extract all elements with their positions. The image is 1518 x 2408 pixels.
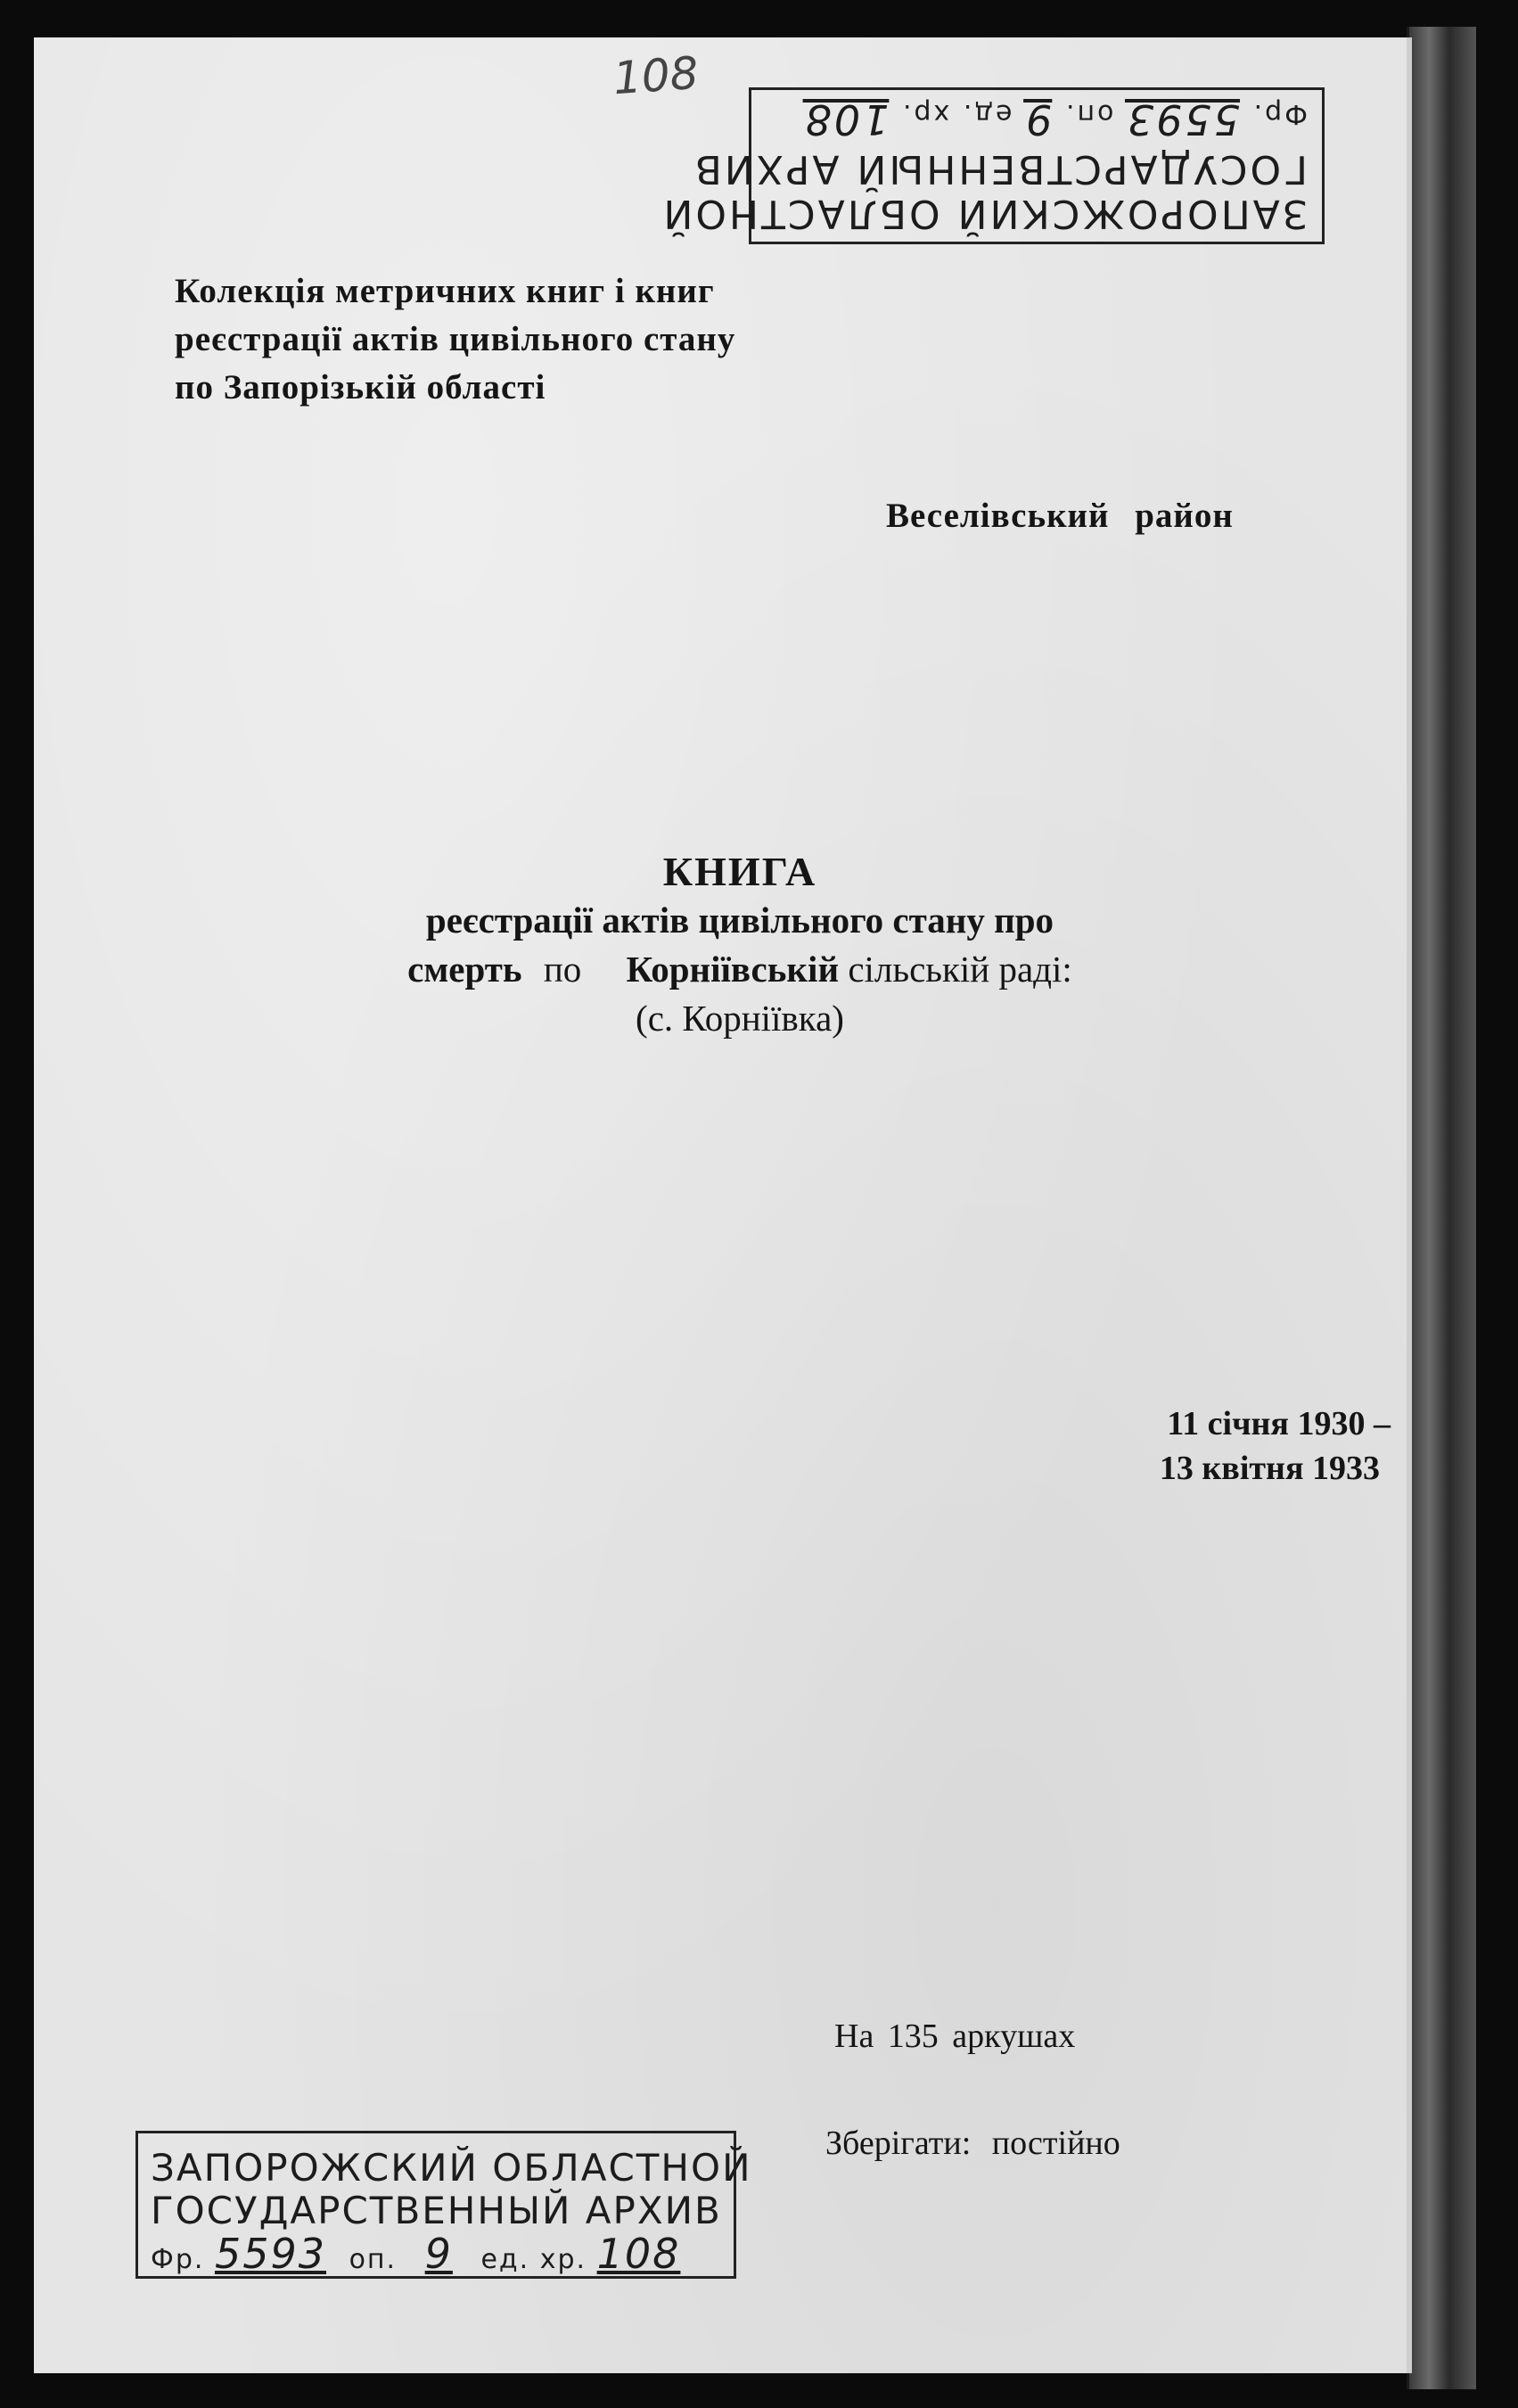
date-to: 13 квітня 1933 <box>1159 1450 1380 1487</box>
book-spine <box>1407 27 1476 2389</box>
collection-line3: по Запорізькій області <box>175 368 546 407</box>
stamp-top-item: 108 <box>802 95 890 144</box>
stamp-bottom-line2: ГОСУДАРСТВЕННЫЙ АРХИВ <box>151 2189 722 2232</box>
title-word-death: смерть <box>407 949 522 990</box>
handwritten-sheet-number: 108 <box>611 46 701 105</box>
stamp-bottom-item-label: ед. хр. <box>480 2244 587 2275</box>
book-heading: КНИГА <box>662 849 817 894</box>
stamp-bottom-line1: ЗАПОРОЖСКИЙ ОБЛАСТНОЙ <box>151 2146 752 2190</box>
stamp-bottom-item: 108 <box>596 2230 681 2278</box>
stamp-bottom-inventory-label: оп. <box>349 2244 398 2275</box>
stamp-top-line1: ЗАПОРОЖСКИЙ ОБЛАСТНОЙ <box>661 191 1308 236</box>
title-line3 <box>276 945 1203 994</box>
title-village-council: Корніївській <box>626 949 840 990</box>
sheet-count: На 135 аркушах <box>834 2018 1076 2055</box>
stamp-top-fund: 5593 <box>1124 95 1241 144</box>
retention-period: Зберігати: постійно <box>825 2124 1120 2162</box>
stamp-top-line2: ГОСУДАРСТВЕННЫЙ АРХИВ <box>692 146 1308 192</box>
stamp-top-inventory: 9 <box>1023 95 1053 144</box>
collection-line2: реєстрації актів цивільного стану <box>175 320 736 358</box>
stamp-bottom-fund-prefix: Фр. <box>151 2244 205 2275</box>
title-word-po: по <box>543 949 582 990</box>
date-from: 11 січня 1930 – <box>1167 1405 1391 1442</box>
stamp-bottom-fund: 5593 <box>214 2230 327 2278</box>
collection-line1: Колекція метричних книг і книг <box>175 272 715 310</box>
title-council-type: сільській раді: <box>848 949 1072 990</box>
book-title <box>276 847 1203 1043</box>
district-label: Веселівський район <box>886 497 1234 535</box>
title-line2: реєстрації актів цивільного стану про <box>425 900 1054 941</box>
stamp-top-inventory-label: оп. <box>1063 98 1114 129</box>
date-range <box>1043 1401 1391 1491</box>
stamp-top-fund-prefix: Фр. <box>1251 98 1308 129</box>
collection-heading <box>175 267 735 412</box>
title-village: (с. Корніївка) <box>636 998 844 1039</box>
stamp-top-item-label: ед. хр. <box>899 98 1013 129</box>
stamp-top-line3 <box>803 95 1308 144</box>
archive-stamp-top <box>661 87 1325 244</box>
archive-stamp-bottom <box>135 2131 752 2279</box>
stamp-bottom-line3 <box>151 2230 680 2278</box>
stamp-bottom-inventory: 9 <box>424 2230 453 2278</box>
